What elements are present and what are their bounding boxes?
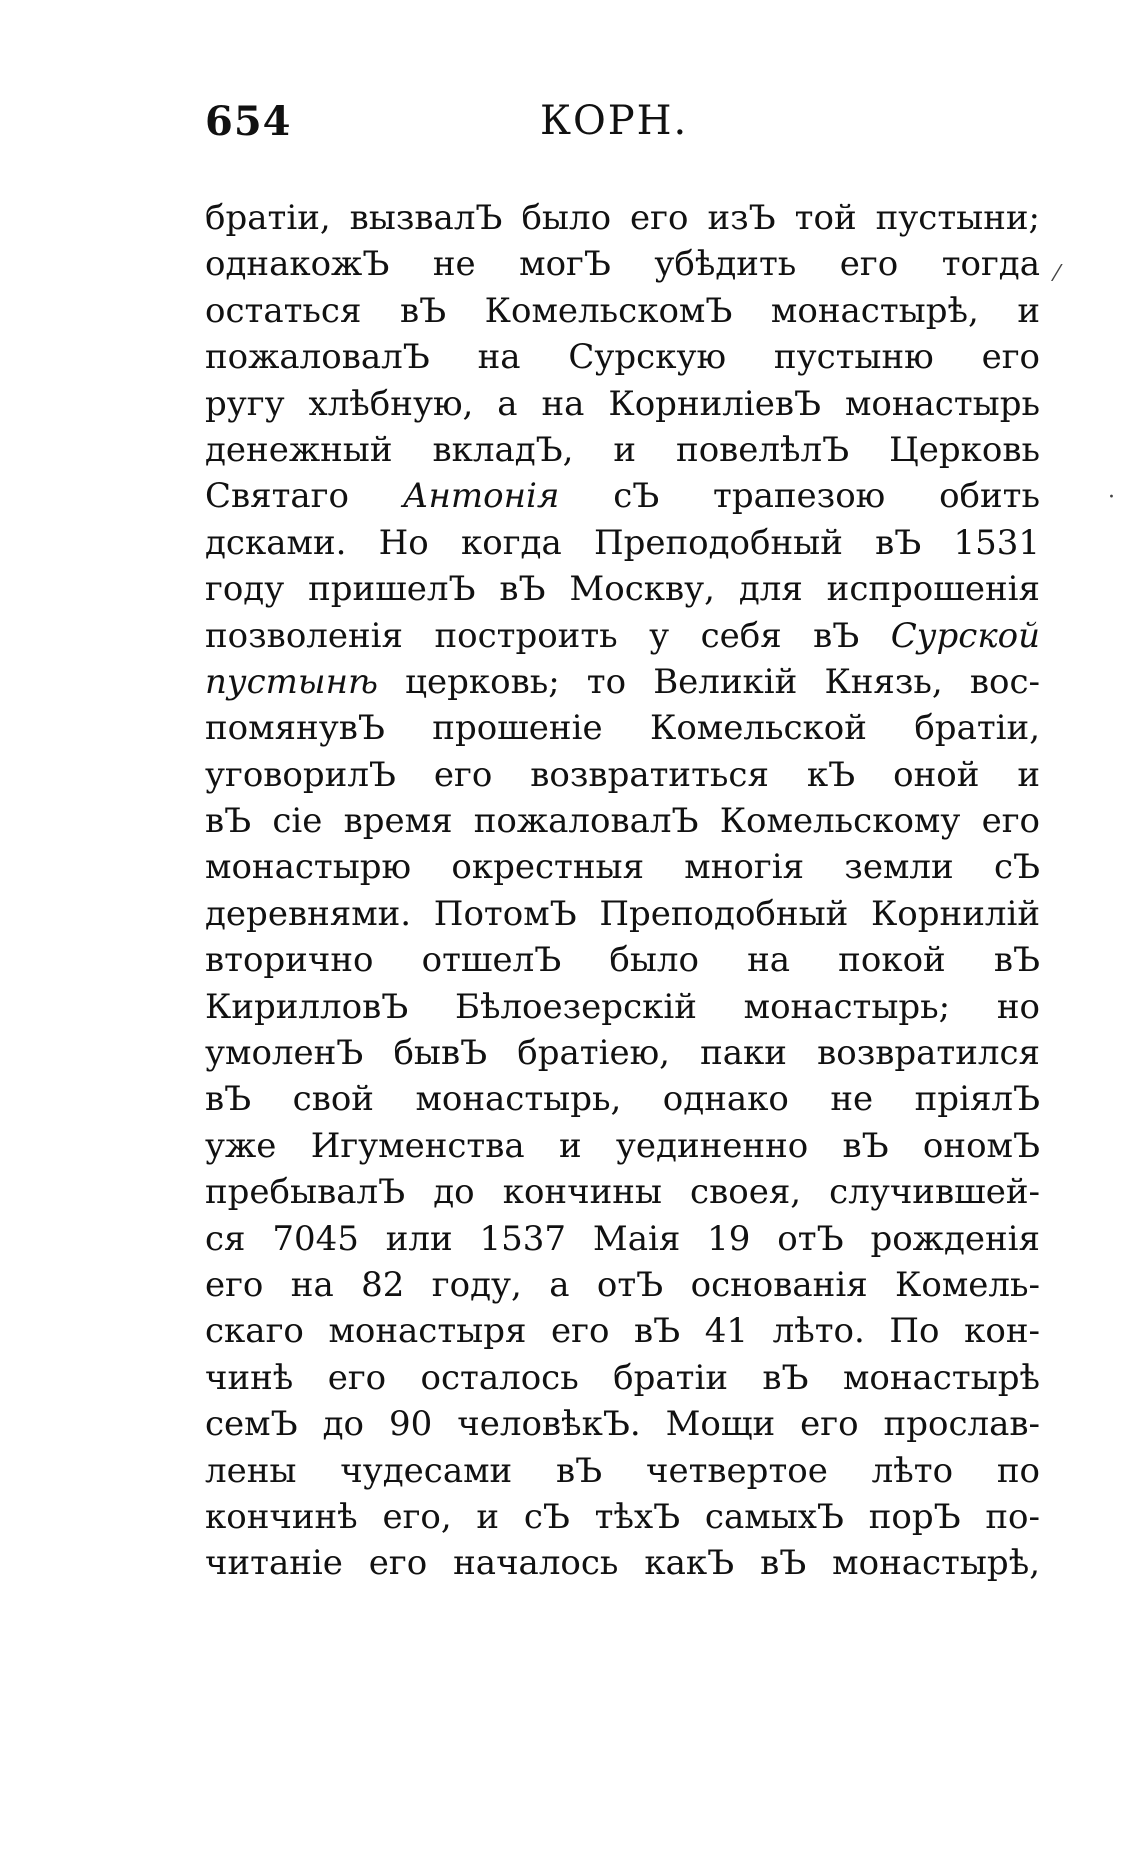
page-header bbox=[205, 98, 1005, 158]
text-line: пребывалЪ до кончины своея, случившей- bbox=[205, 1172, 1040, 1213]
text-line: монастырю окрестныя многія земли сЪ bbox=[205, 847, 1040, 888]
text-line: вЪ свой монастырь, однако не пріялЪ bbox=[205, 1079, 1040, 1120]
text-line: читаніе его началось какЪ вЪ монастырѣ, bbox=[205, 1543, 1040, 1584]
text-line: однакожЪ не могЪ убѣдить его тогда bbox=[205, 244, 1040, 285]
text-line: вторично отшелЪ было на покой вЪ bbox=[205, 940, 1040, 981]
text-line: уговорилЪ его возвратиться кЪ оной и bbox=[205, 754, 1040, 795]
margin-dot-mark: · bbox=[1108, 485, 1115, 510]
text-line: ругу хлѣбную, а на КорниліевЪ монастырь bbox=[205, 383, 1040, 424]
italic-name: пустынѣ bbox=[205, 661, 378, 702]
text-line: лены чудесами вЪ четвертое лѣто по bbox=[205, 1450, 1040, 1491]
line-text-after: церковь; то Великій Князь, вос- bbox=[378, 661, 1040, 702]
text-line: вЪ сіе время пожаловалЪ Комельскому его bbox=[205, 801, 1040, 842]
line-text-before: позволенія построить у себя вЪ bbox=[205, 615, 891, 656]
text-line bbox=[205, 473, 1040, 519]
text-line: пожаловалЪ на Сурскую пустыню его bbox=[205, 337, 1040, 378]
text-line: деревнями. ПотомЪ Преподобный Корнилій bbox=[205, 893, 1040, 934]
page-number: 654 bbox=[205, 98, 292, 145]
margin-tick-mark: ⁄ bbox=[1055, 262, 1059, 287]
body-text bbox=[205, 195, 1040, 1587]
text-line: кончинѣ его, и сЪ тѣхЪ самыхЪ порЪ по- bbox=[205, 1496, 1040, 1537]
italic-name: Сурской bbox=[890, 615, 1040, 656]
running-head: КОРН. bbox=[540, 98, 689, 144]
text-line: помянувЪ прошеніе Комельской братіи, bbox=[205, 708, 1040, 749]
text-line: году пришелЪ вЪ Москву, для испрошенія bbox=[205, 569, 1040, 610]
text-line: дсками. Но когда Преподобный вЪ 1531 bbox=[205, 522, 1040, 563]
text-line: уже Игуменства и уединенно вЪ ономЪ bbox=[205, 1125, 1040, 1166]
line-text-before: Святаго bbox=[205, 476, 403, 517]
text-line: денежный вкладЪ, и повелѣлЪ Церковь bbox=[205, 429, 1040, 470]
text-line: остаться вЪ КомельскомЪ монастырѣ, и bbox=[205, 290, 1040, 331]
text-line: КирилловЪ Бѣлоезерскій монастырь; но bbox=[205, 986, 1040, 1027]
text-line: семЪ до 90 человѣкЪ. Мощи его прослав- bbox=[205, 1404, 1040, 1445]
text-line: ся 7045 или 1537 Маія 19 отЪ рожденія bbox=[205, 1218, 1040, 1259]
text-line bbox=[205, 659, 1040, 705]
italic-name: Антонія bbox=[402, 476, 560, 517]
text-line: умоленЪ бывЪ братіею, паки возвратился bbox=[205, 1033, 1040, 1074]
text-line: его на 82 году, а отЪ основанія Комель- bbox=[205, 1264, 1040, 1305]
text-line bbox=[205, 613, 1040, 659]
text-line: скаго монастыря его вЪ 41 лѣто. По кон- bbox=[205, 1311, 1040, 1352]
text-line: чинѣ его осталось братіи вЪ монастырѣ bbox=[205, 1357, 1040, 1398]
line-text-after: сЪ трапезою обить bbox=[559, 476, 1040, 517]
text-line: братіи, вызвалЪ было его изЪ той пустыни; bbox=[205, 198, 1040, 238]
